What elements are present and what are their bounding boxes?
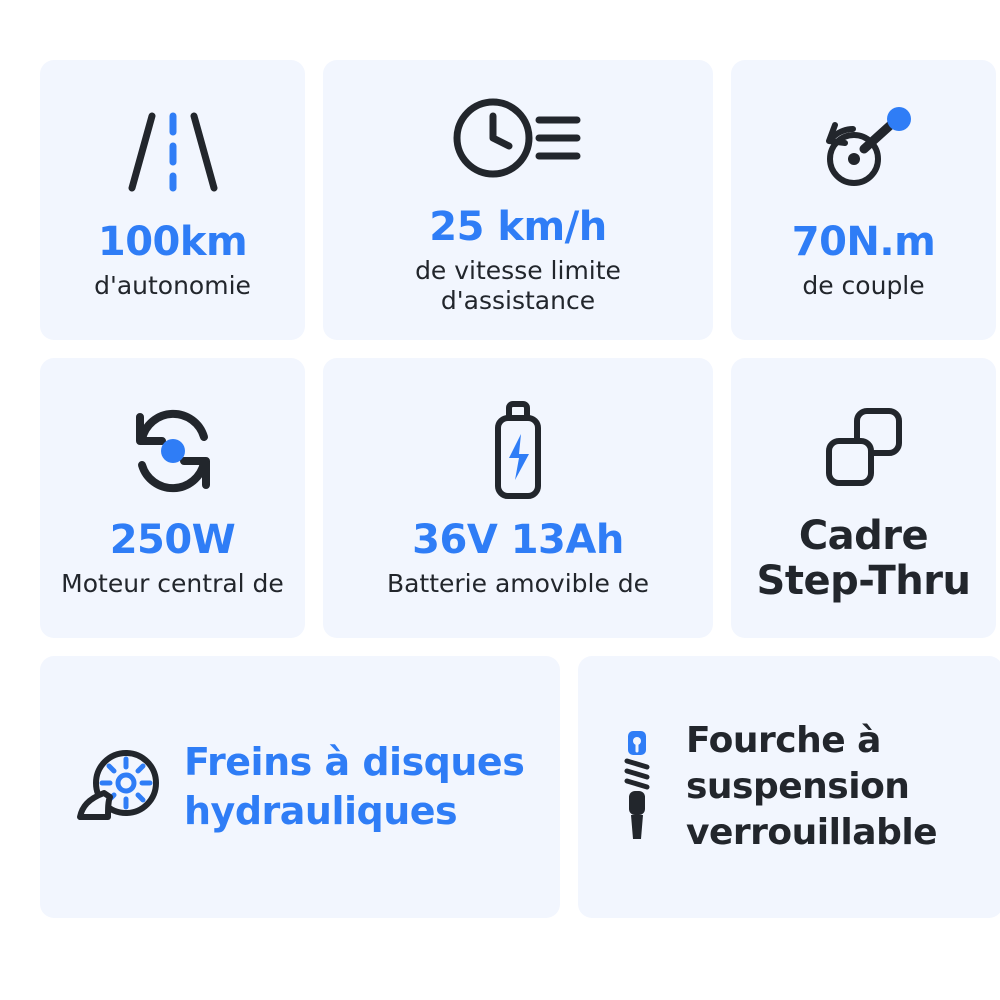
disc-brake-icon <box>64 732 174 842</box>
battery-icon <box>473 396 563 506</box>
spec-card-speed <box>323 60 713 340</box>
spec-headline-line3: verrouillable <box>686 812 938 854</box>
spec-headline <box>184 738 536 835</box>
spec-subline: d'autonomie <box>94 271 251 301</box>
spec-subline: de couple <box>802 271 925 301</box>
road-icon <box>118 98 228 208</box>
spec-headline-line1: Fourche à <box>686 719 881 761</box>
speed-clock-icon <box>443 83 593 193</box>
spec-subline-line2: d'assistance <box>440 286 596 316</box>
spec-card-suspension <box>578 656 1000 918</box>
spec-card-torque <box>731 60 996 340</box>
spec-card-motor <box>40 358 305 638</box>
spec-headline-line2: suspension <box>686 765 910 807</box>
spec-subline: Moteur central de <box>61 569 284 599</box>
spec-headline: 36V 13Ah <box>412 517 624 564</box>
torque-wrench-icon <box>809 98 919 208</box>
spec-text-block <box>184 738 536 835</box>
suspension-fork-icon <box>602 732 672 842</box>
spec-card-grid <box>40 60 971 638</box>
spec-headline: 250W <box>109 517 236 564</box>
spec-headline-line2: hydrauliques <box>184 789 458 833</box>
spec-card-autonomy <box>40 60 305 340</box>
spec-headline: 25 km/h <box>429 204 607 251</box>
spec-subline <box>415 256 621 317</box>
spec-subline: Batterie amovible de <box>386 569 650 599</box>
motor-rotation-icon <box>118 396 228 506</box>
spec-headline <box>686 718 979 856</box>
spec-headline-line1: Cadre <box>798 513 929 560</box>
spec-card-brakes <box>40 656 560 918</box>
spec-headline <box>757 514 971 604</box>
spec-headline-line1: Freins à disques <box>184 740 525 785</box>
spec-headline: 100km <box>97 219 248 266</box>
spec-card-battery <box>323 358 713 638</box>
frame-squares-icon <box>809 392 919 502</box>
spec-subline-line1: de vitesse limite <box>415 255 621 285</box>
spec-headline-line2: Step-Thru <box>756 558 971 604</box>
spec-text-block <box>686 718 979 856</box>
spec-card-bottom-row <box>40 656 960 918</box>
spec-card-frame <box>731 358 996 638</box>
spec-headline: 70N.m <box>791 219 936 266</box>
